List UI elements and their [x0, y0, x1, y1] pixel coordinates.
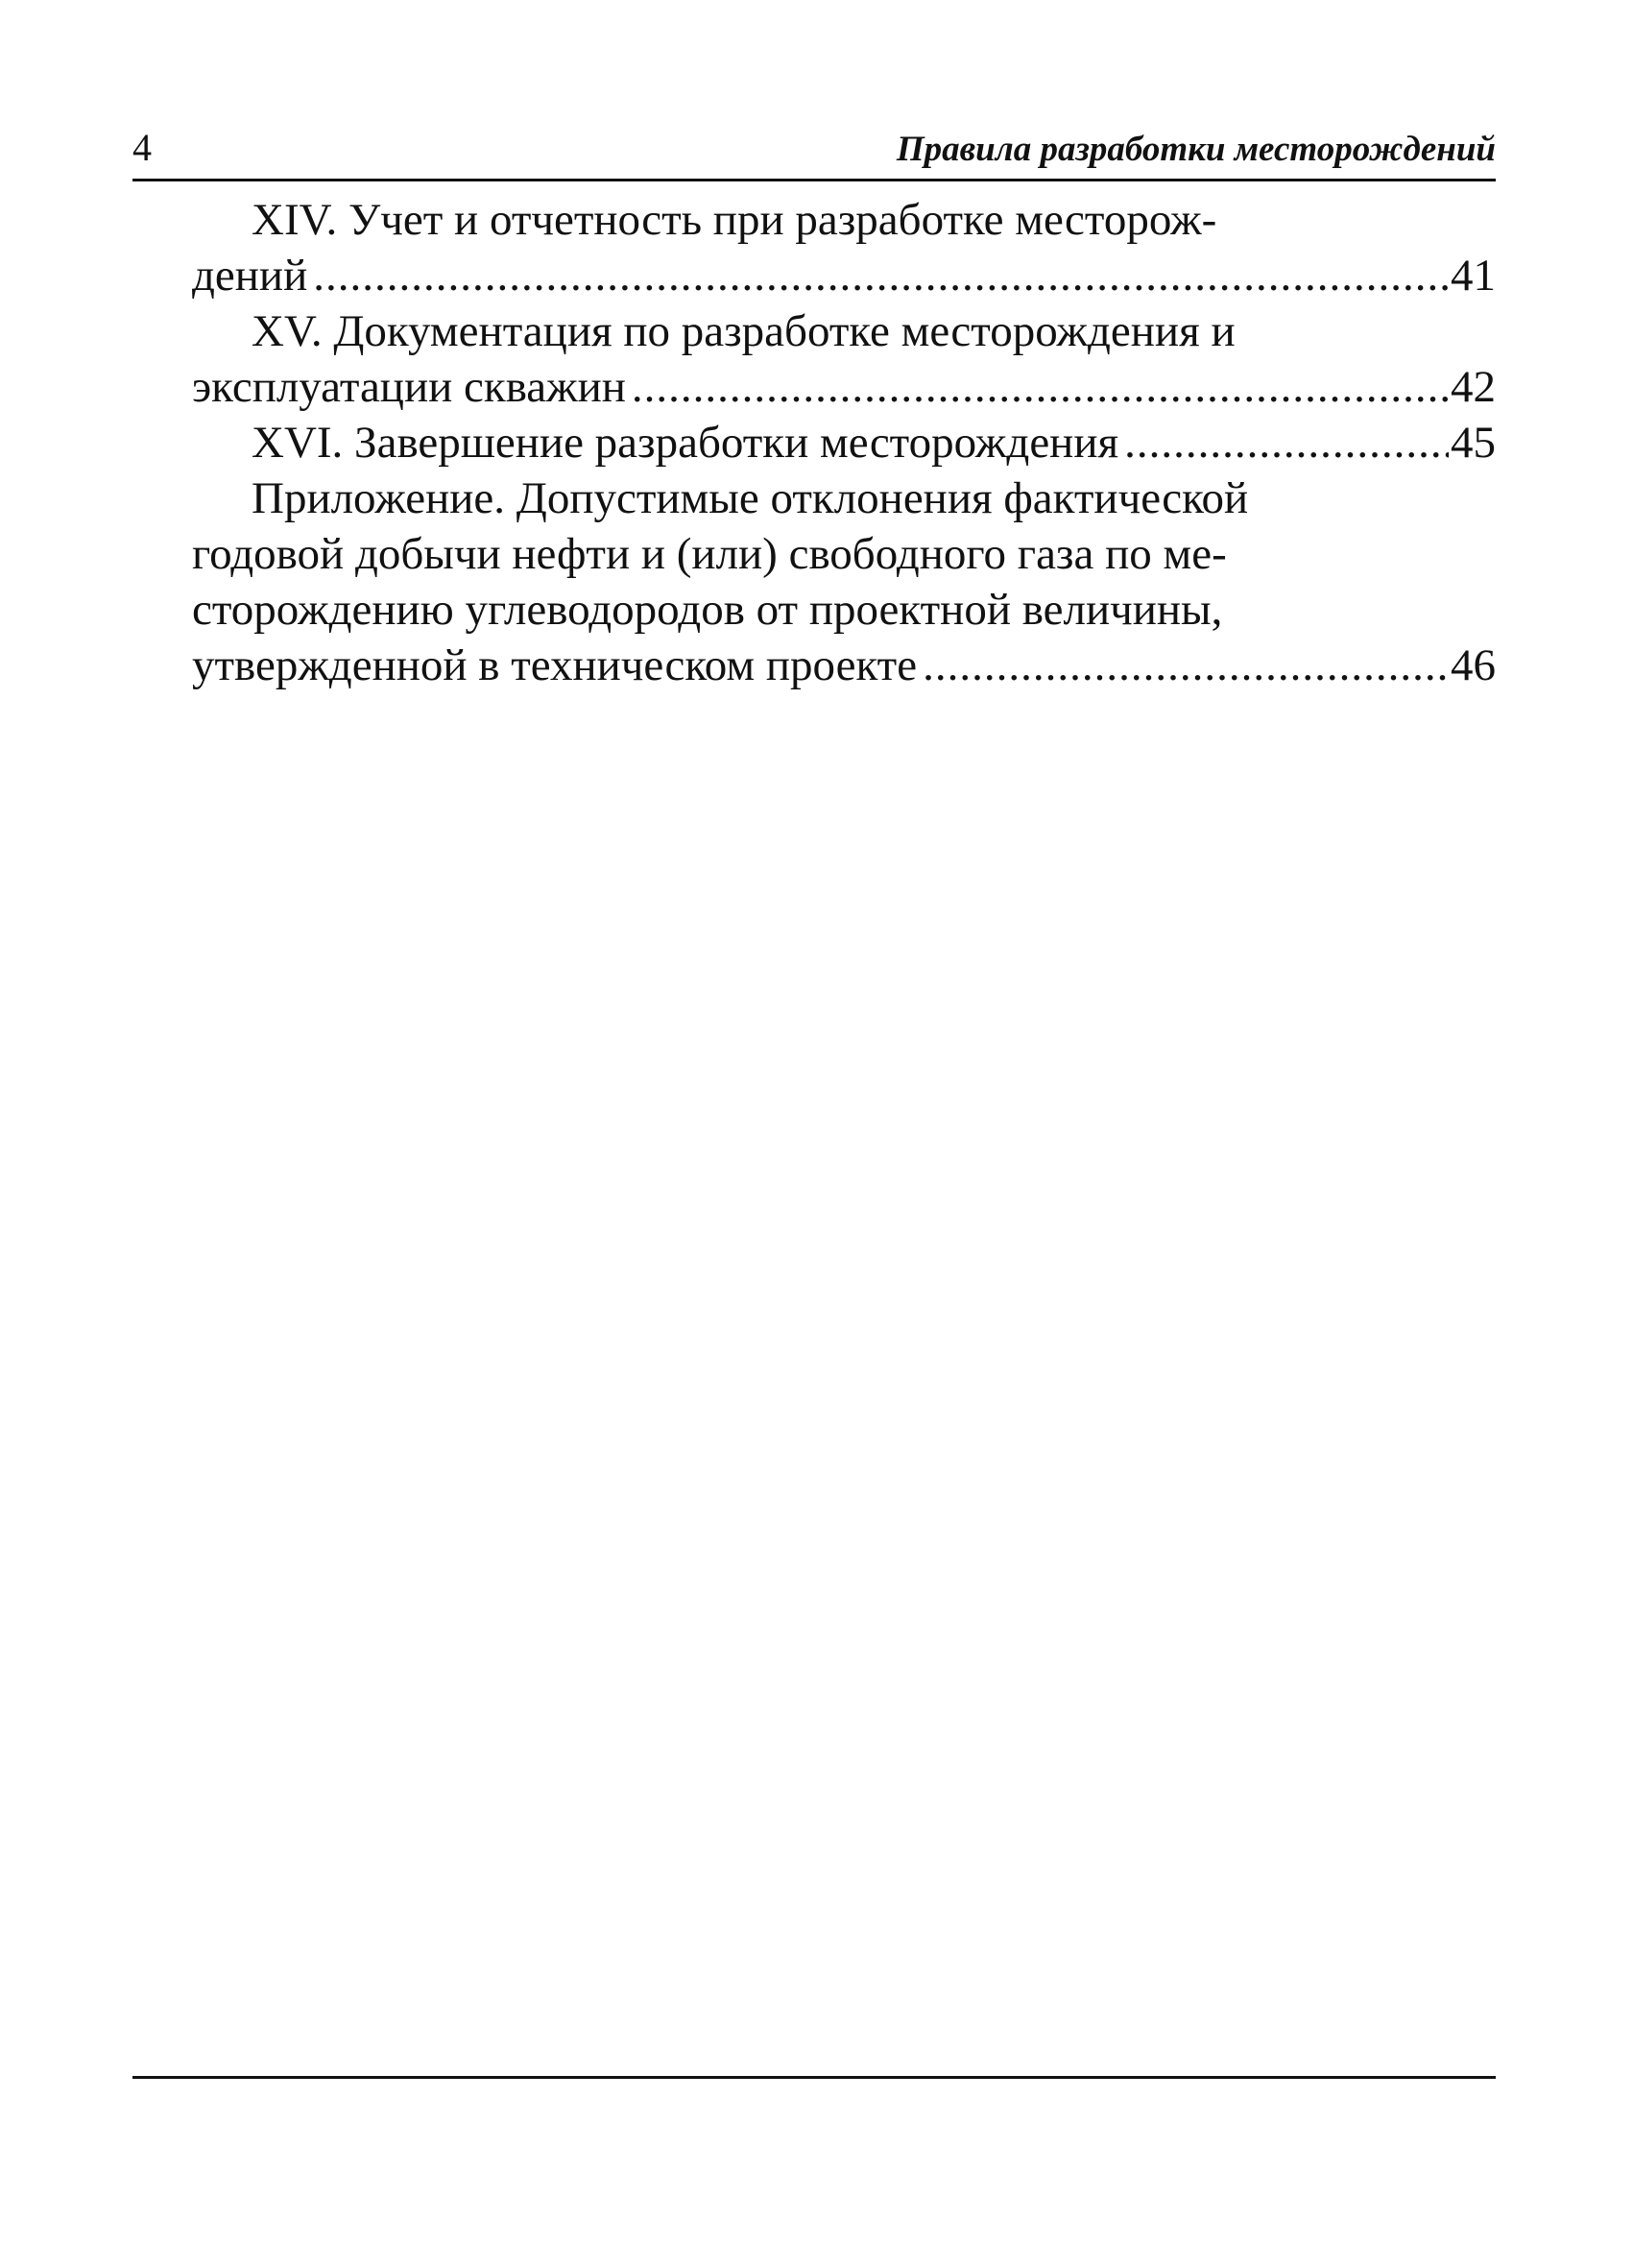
dot-leader: [313, 248, 1449, 303]
toc-entry-text: XVI. Завершение разработки месторождения: [252, 418, 1119, 468]
dot-leader: [923, 638, 1449, 693]
toc-entry-text: сторождению углеводородов от проектной величины,: [192, 585, 1223, 635]
running-title: Правила разработки месторождений: [896, 130, 1496, 169]
dot-leader: [1124, 415, 1449, 470]
header-rule: [132, 179, 1496, 181]
toc-page-number: 45: [1451, 418, 1496, 468]
toc-entry-text: годовой добычи нефти и (или) свободного газа по ме-: [192, 529, 1227, 579]
toc-entry-text: дений: [192, 251, 308, 301]
page-number: 4: [132, 126, 152, 169]
toc-page-number: 42: [1451, 362, 1496, 412]
toc-page-number: 46: [1451, 640, 1496, 690]
toc-entry[interactable]: [192, 192, 1496, 303]
toc-entry-text: утвержденной в техническом проекте: [192, 640, 918, 690]
toc-entry[interactable]: [192, 303, 1496, 415]
footer-rule: [132, 2076, 1496, 2079]
table-of-contents: [192, 192, 1496, 693]
toc-page-number: 41: [1451, 251, 1496, 301]
toc-entry[interactable]: [192, 415, 1496, 470]
page-header: [132, 127, 1496, 181]
dot-leader: [632, 359, 1449, 415]
toc-entry-text: XV. Документация по разработке месторождения и: [252, 306, 1236, 356]
toc-entry[interactable]: [192, 470, 1496, 693]
toc-entry-text: XIV. Учет и отчетность при разработке месторож-: [252, 195, 1217, 245]
toc-entry-text: Приложение. Допустимые отклонения фактической: [252, 473, 1249, 523]
toc-entry-text: эксплуатации скважин: [192, 362, 626, 412]
